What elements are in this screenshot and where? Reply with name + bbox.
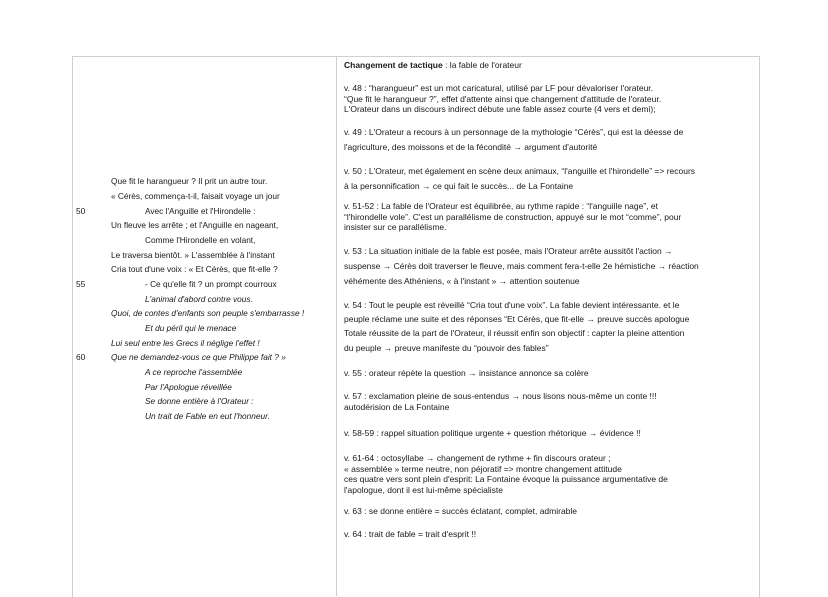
poem-line: Un fleuve les arrête ; et l'Anguille en nageant, [111, 220, 279, 230]
poem-line: - Ce qu'elle fit ? un prompt courroux [145, 279, 277, 289]
line-number: 60 [76, 352, 86, 362]
commentary-title [344, 60, 522, 71]
poem-line: Avec l'Anguille et l'Hirondelle : [145, 206, 256, 216]
poem-line: Et du péril qui le menace [145, 323, 237, 333]
poem-line: Que ne demandez-vous ce que Philippe fait ? » [111, 352, 286, 362]
note-line: v. 58-59 : rappel situation politique urgente + question rhétorique → évidence !! [344, 428, 641, 438]
note-line: autodérision de La Fontaine [344, 402, 450, 412]
commentary-title-bold: Changement de tactique [344, 60, 443, 70]
note-line: v. 61-64 : octosyllabe → changement de rythme + fin discours orateur ; [344, 453, 611, 463]
note-line: v. 63 : se donne entière = succès éclatant, complet, admirable [344, 506, 578, 516]
poem-line: Cria tout d'une voix : « Et Cérès, que fit-elle ? [111, 264, 278, 274]
note-line: v. 49 : L'Orateur a recours à un personnage de la mythologie “Cérès”, qui est la déesse de [344, 127, 684, 137]
note-line: “l'hirondelle vole”. C'est un parallélisme de construction, appuyé sur le mot “comme”, pour [344, 212, 682, 222]
note-line: à la personnification → ce qui fait le succès... de La Fontaine [344, 181, 574, 191]
note-line: suspense → Cérès doit traverser le fleuve, mais comment fera-t-elle 2e hémistiche → réaction [344, 261, 699, 271]
note-line: l'agriculture, des moissons et de la fécondité → argument d'autorité [344, 142, 598, 152]
note-line: « assemblée » terme neutre, non péjoratif => montre changement attitude [344, 464, 622, 474]
note-line: Totale réussite de la part de l'Orateur, il réussit enfin son objectif : capter la pleine attention [344, 328, 685, 338]
poem-line: Lui seul entre les Grecs il néglige l'effet ! [111, 338, 260, 348]
note-line: du peuple → preuve manifeste du “pouvoir des fables” [344, 343, 549, 353]
line-number: 50 [76, 206, 86, 216]
poem-line: L'animal d'abord contre vous. [145, 294, 253, 304]
note-line: v. 51-52 : La fable de l'Orateur est équilibrée, au rythme rapide : “l'anguille nage”, et [344, 201, 658, 211]
poem-line: Le traversa bientôt. » L'assemblée à l'instant [111, 250, 275, 260]
note-line: v. 64 : trait de fable = trait d'esprit !! [344, 529, 477, 539]
poem-line: Que fit le harangueur ? Il prit un autre tour. [111, 176, 268, 186]
note-line: ces quatre vers sont plein d'esprit: La Fontaine évoque la puissance argumentative de [344, 474, 668, 484]
poem-line: « Cérès, commença-t-il, faisait voyage un jour [111, 191, 280, 201]
note-line: v. 53 : La situation initiale de la fable est posée, mais l'Orateur arrête aussitôt l'action → [344, 246, 673, 256]
note-line: peuple réclame une suite et des réponses “Et Cérès, que fit-elle → preuve succès apologue [344, 314, 690, 324]
note-line: l'apologue, dont il est lui-même spécialiste [344, 485, 503, 495]
note-line: véhémente des Athéniens, « à l'instant » → attention soutenue [344, 276, 580, 286]
note-line: L'Orateur dans un discours indirect débute une fable assez courte (4 vers et demi); [344, 104, 656, 114]
commentary-title-rest: : la fable de l'orateur [442, 60, 522, 70]
column-divider [336, 56, 337, 596]
note-line: “Que fit le harangueur ?”, effet d'attente ainsi que changement d'attitude de l'orateur. [344, 94, 662, 104]
poem-line: Un trait de Fable en eut l'honneur. [145, 411, 270, 421]
poem-line: A ce reproche l'assemblée [145, 367, 243, 377]
poem-line: Quoi, de contes d'enfants son peuple s'embarrasse ! [111, 308, 305, 318]
note-line: v. 50 : L'Orateur, met également en scène deux animaux, “l'anguille et l'hirondelle” => recours [344, 166, 696, 176]
note-line: v. 48 : “harangueur” est un mot caricatural, utilisé par LF pour dévaloriser l'orateur. [344, 83, 654, 93]
note-line: insister sur ce parallélisme. [344, 222, 447, 232]
note-line: v. 57 : exclamation pleine de sous-entendus → nous lisons nous-même un conte !!! [344, 391, 657, 401]
poem-line: Se donne entière à l'Orateur : [145, 396, 254, 406]
note-line: v. 54 : Tout le peuple est réveillé “Cria tout d'une voix”. La fable devient intéressante. et le [344, 300, 680, 310]
poem-line: Par l'Apologue réveillée [145, 382, 232, 392]
line-number: 55 [76, 279, 86, 289]
note-line: v. 55 : orateur répète la question → insistance annonce sa colère [344, 368, 589, 378]
poem-line: Comme l'Hirondelle en volant, [145, 235, 256, 245]
